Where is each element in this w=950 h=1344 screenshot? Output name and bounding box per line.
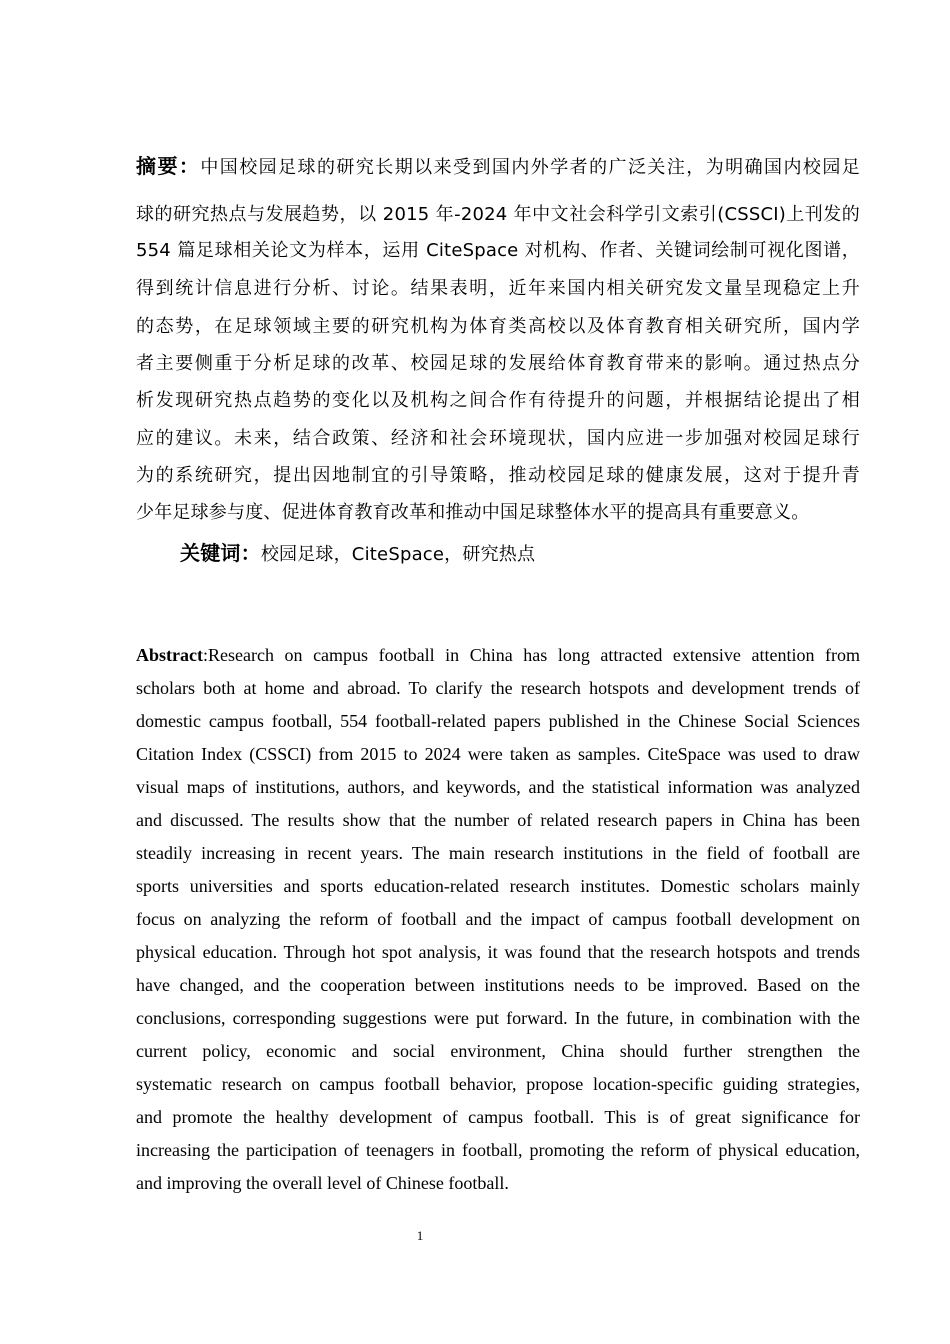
cn-abstract-line: 析发现研究热点趋势的变化以及机构之间合作有待提升的问题，并根据结论提出了相 <box>136 390 860 411</box>
cn-abstract-label: 摘要： <box>136 154 201 178</box>
en-abstract-line: systematic research on campus football behavior, propose location-specific guiding strategies, <box>136 1074 860 1094</box>
cn-abstract-line: 554 篇足球相关论文为样本，运用 CiteSpace 对机构、作者、关键词绘制可视化图谱， <box>136 240 860 261</box>
en-abstract-line: and discussed. The results show that the number of related research papers in China has been <box>136 810 860 830</box>
cn-keywords-label: 关键词： <box>180 541 261 565</box>
en-abstract-line: scholars both at home and abroad. To clarify the research hotspots and development trends of <box>136 678 860 698</box>
en-abstract-line: Abstract:Research on campus football in China has long attracted extensive attention from <box>136 645 860 665</box>
en-abstract-line: current policy, economic and social environment, China should further strengthen the <box>136 1041 860 1061</box>
cn-abstract-line: 应的建议。未来，结合政策、经济和社会环境现状，国内应进一步加强对校园足球行 <box>136 428 860 449</box>
en-abstract-line: have changed, and the cooperation between institutions needs to be improved. Based on the <box>136 975 860 995</box>
cn-abstract-line: 的态势，在足球领域主要的研究机构为体育类高校以及体育教育相关研究所，国内学 <box>136 316 860 337</box>
en-abstract-line: and promote the healthy development of campus football. This is of great significance for <box>136 1107 860 1127</box>
cn-abstract-line: 少年足球参与度、促进体育教育改革和推动中国足球整体水平的提高具有重要意义。 <box>136 502 810 523</box>
en-abstract-line: sports universities and sports education-related research institutes. Domestic scholars mainly <box>136 876 860 896</box>
cn-abstract-line: 摘要：中国校园足球的研究长期以来受到国内外学者的广泛关注，为明确国内校园足 <box>136 154 861 178</box>
en-abstract-label: Abstract <box>136 645 203 665</box>
cn-abstract-line: 者主要侧重于分析足球的改革、校园足球的发展给体育教育带来的影响。通过热点分 <box>136 353 860 374</box>
cn-keywords-value: 校园足球，CiteSpace，研究热点 <box>260 544 536 565</box>
page-number: 1 <box>416 1228 424 1243</box>
en-abstract-line: focus on analyzing the reform of football and the impact of campus football development on <box>136 909 860 929</box>
en-abstract-line: Citation Index (CSSCI) from 2015 to 2024 were taken as samples. CiteSpace was used to draw <box>136 744 860 764</box>
cn-abstract-line: 得到统计信息进行分析、讨论。结果表明，近年来国内相关研究发文量呈现稳定上升 <box>136 278 860 299</box>
en-abstract-line: conclusions, corresponding suggestions were put forward. In the future, in combination with the <box>136 1008 860 1028</box>
cn-abstract-line: 为的系统研究，提出因地制宜的引导策略，推动校园足球的健康发展，这对于提升青 <box>136 465 860 486</box>
en-abstract-line: physical education. Through hot spot analysis, it was found that the research hotspots and trends <box>136 942 860 962</box>
en-abstract-line: steadily increasing in recent years. The main research institutions in the field of football are <box>136 843 860 863</box>
cn-abstract-line: 球的研究热点与发展趋势，以 2015 年-2024 年中文社会科学引文索引(CSSCI)上刊发的 <box>136 204 860 225</box>
cn-keywords <box>180 537 535 566</box>
en-abstract-line: visual maps of institutions, authors, and keywords, and the statistical information was analyzed <box>136 777 860 797</box>
en-abstract-line: increasing the participation of teenagers in football, promoting the reform of physical education, <box>136 1140 860 1160</box>
en-abstract-line: domestic campus football, 554 football-related papers published in the Chinese Social Sciences <box>136 711 860 731</box>
en-abstract-line: and improving the overall level of Chinese football. <box>136 1173 509 1193</box>
